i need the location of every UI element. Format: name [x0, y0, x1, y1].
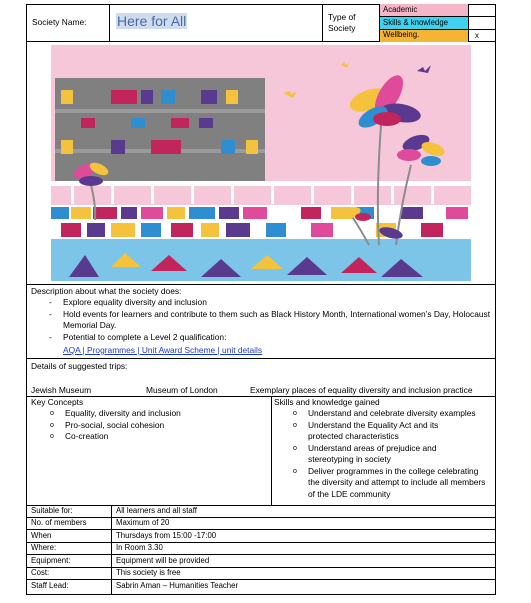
key-concepts-heading: Key Concepts: [31, 397, 84, 407]
skill-item: o Understand and celebrate diversity examples: [274, 408, 492, 420]
type-mark-skills: [469, 17, 496, 30]
description-item: - Potential to complete a Level 2 qualification:: [31, 332, 491, 344]
skill-item: o Deliver programmes in the college celebrating the diversity and attempt to include all members of the LDE community: [274, 466, 492, 501]
concepts-skills-divider: [271, 396, 272, 505]
description-item: - Hold events for learners and contribute to them such as Black History Month, International women’s Day, Holocaust Memorial Day.: [31, 309, 491, 332]
key-concepts-list: [31, 408, 267, 443]
details-label-when: When: [31, 531, 52, 540]
details-value-equipment: Equipment will be provided: [116, 556, 210, 565]
details-value-suitable: All learners and all staff: [116, 506, 197, 515]
divider-trips: [26, 358, 496, 359]
trip-item: Exemplary places of equality diversity and inclusion practice: [250, 385, 473, 395]
details-label-equipment: Equipment:: [31, 556, 71, 565]
details-row-divider: [26, 567, 496, 568]
type-mark-wellbeing: x: [475, 31, 479, 40]
details-value-members: Maximum of 20: [116, 518, 170, 527]
key-concept-item: o Equality, diversity and inclusion: [31, 408, 267, 420]
divider-concepts: [26, 396, 496, 397]
trip-item: Jewish Museum: [31, 385, 92, 395]
aqa-unit-details-link[interactable]: AQA | Programmes | Unit Award Scheme | unit details: [63, 345, 263, 355]
details-row-divider: [26, 517, 496, 518]
skill-item: o Understand areas of prejudice and stereotyping in society: [274, 443, 466, 466]
society-name-value: Here for All: [117, 13, 187, 29]
type-mark-academic: [469, 4, 496, 17]
description-heading: Description about what the society does:: [31, 286, 182, 296]
skills-heading: Skills and knowledge gained: [274, 397, 380, 407]
type-skills-label: Skills & knowledge: [383, 18, 449, 27]
details-value-staff-lead: Sabrin Aman – Humanities Teacher: [116, 581, 239, 590]
details-label-staff-lead: Staff Lead:: [31, 581, 69, 590]
key-concept-item: o Co-creation: [31, 431, 267, 443]
details-value-cost: This society is free: [116, 568, 181, 577]
details-row-divider: [26, 529, 496, 530]
type-label-line2: Society: [328, 23, 356, 33]
skills-list: [274, 408, 492, 500]
key-concept-item: o Pro-social, social cohesion: [31, 420, 267, 432]
description-item: - Explore equality diversity and inclusion: [31, 297, 491, 309]
trips-heading: Details of suggested trips:: [31, 361, 128, 371]
details-table: [26, 505, 496, 595]
divider-description: [26, 284, 496, 285]
details-value-where: In Room 3.30: [116, 543, 163, 552]
society-name-label-cell: [26, 4, 110, 42]
type-row-skills: [380, 17, 469, 30]
type-label-line1: Type of: [328, 12, 356, 22]
details-label-cost: Cost:: [31, 568, 50, 577]
type-row-wellbeing: [380, 30, 469, 42]
details-value-when: Thursdays from 15:00 -17:00: [116, 531, 217, 540]
details-label-where: Where:: [31, 543, 57, 552]
colourful-building-and-flowers-illustration: [51, 45, 471, 281]
details-column-divider: [111, 505, 112, 595]
type-label-cell: [322, 4, 380, 42]
type-row-academic: [380, 4, 469, 17]
skill-item: o Understand the Equality Act and its protected characteristics: [274, 420, 466, 443]
details-label-suitable: Suitable for:: [31, 506, 73, 515]
details-row-divider: [26, 542, 496, 543]
description-list: [31, 297, 491, 343]
details-row-divider: [26, 579, 496, 580]
society-name-label: Society Name:: [32, 17, 87, 27]
details-row-divider: [26, 554, 496, 555]
trip-item: Museum of London: [146, 385, 218, 395]
details-label-members: No. of members: [31, 518, 87, 527]
type-wellbeing-label: Wellbeing.: [383, 30, 420, 39]
type-academic-label: Academic: [383, 5, 418, 14]
